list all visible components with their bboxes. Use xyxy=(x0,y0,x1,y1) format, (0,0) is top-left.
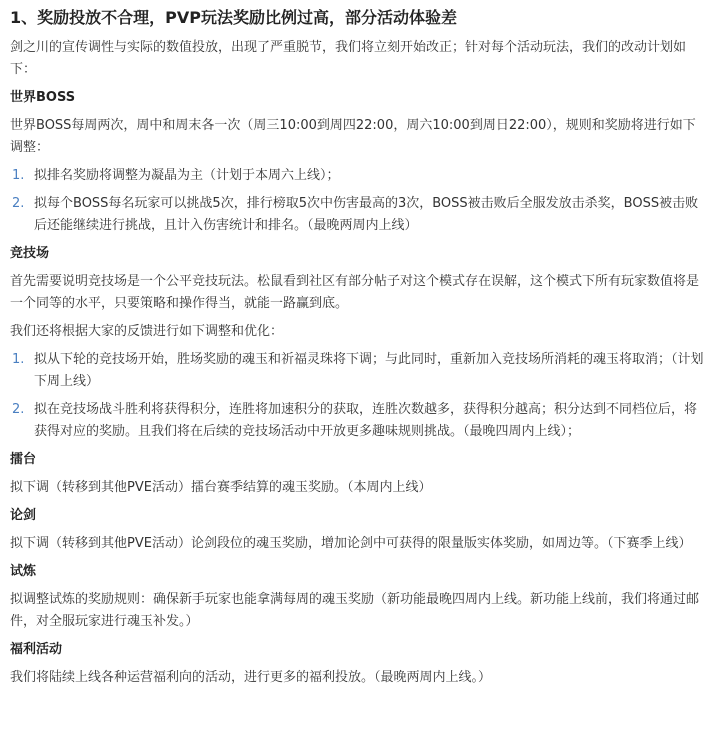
section-heading-arena: 竞技场 xyxy=(10,246,50,261)
section-heading-welfare: 福利活动 xyxy=(10,642,63,657)
list-item-number: 1. xyxy=(12,168,25,183)
arena-list xyxy=(10,349,708,443)
document-title: 1、奖励投放不合理，PVP玩法奖励比例过高，部分活动体验差 xyxy=(10,8,457,27)
list-item xyxy=(10,165,708,187)
intro-paragraph: 剑之川的宣传调性与实际的数值投放，出现了严重脱节，我们将立刻开始改正；针对每个活动玩法，我们的改动计划如下： xyxy=(10,40,687,77)
lunjian-paragraph: 拟下调（转移到其他PVE活动）论剑段位的魂玉奖励，增加论剑中可获得的限量版实体奖励，如周边等。（下赛季上线） xyxy=(10,536,692,551)
world-boss-list xyxy=(10,165,708,237)
shilian-paragraph: 拟调整试炼的奖励规则：确保新手玩家也能拿满每周的魂玉奖励（新功能最晚四周内上线。新功能上线前，我们将通过邮件，对全服玩家进行魂玉补发。） xyxy=(10,592,700,629)
arena-paragraph: 首先需要说明竞技场是一个公平竞技玩法。松鼠看到社区有部分帖子对这个模式存在误解，这个模式下所有玩家数值将是一个同等的水平，只要策略和操作得当，就能一路赢到底。 xyxy=(10,274,700,311)
section-heading-shilian: 试炼 xyxy=(10,564,37,579)
leitai-paragraph: 拟下调（转移到其他PVE活动）擂台赛季结算的魂玉奖励。（本周内上线） xyxy=(10,480,432,495)
welfare-paragraph: 我们将陆续上线各种运营福利向的活动，进行更多的福利投放。（最晚两周内上线。） xyxy=(10,670,492,685)
list-item-text: 拟在竞技场战斗胜利将获得积分，连胜将加速积分的获取，连胜次数越多，获得积分越高；积分达到不同档位后，将获得对应的奖励。且我们将在后续的竞技场活动中开放更多趣味规则挑战。（最晚四周内上线）； xyxy=(34,402,698,439)
section-heading-leitai: 擂台 xyxy=(10,452,37,467)
list-item-number: 2. xyxy=(12,402,25,417)
section-heading-lunjian: 论剑 xyxy=(10,508,37,523)
list-item-number: 1. xyxy=(12,352,25,367)
list-item xyxy=(10,193,708,237)
arena-paragraph-2: 我们还将根据大家的反馈进行如下调整和优化： xyxy=(10,324,284,339)
list-item xyxy=(10,399,708,443)
list-item-text: 拟排名奖励将调整为凝晶为主（计划于本周六上线）； xyxy=(34,168,340,183)
list-item-number: 2. xyxy=(12,196,25,211)
world-boss-paragraph: 世界BOSS每周两次，周中和周末各一次（周三10:00到周四22:00，周六10:00到周日22:00），规则和奖励将进行如下调整： xyxy=(10,118,696,155)
list-item-text: 拟每个BOSS每名玩家可以挑战5次，排行榜取5次中伤害最高的3次，BOSS被击败后全服发放击杀奖，BOSS被击败后还能继续进行挑战，且计入伤害统计和排名。（最晚两周内上线） xyxy=(34,196,699,233)
section-heading-world-boss: 世界BOSS xyxy=(10,90,76,105)
list-item-text: 拟从下轮的竞技场开始，胜场奖励的魂玉和祈福灵珠将下调；与此同时，重新加入竞技场所消耗的魂玉将取消；（计划下周上线） xyxy=(34,352,704,389)
list-item xyxy=(10,349,708,393)
